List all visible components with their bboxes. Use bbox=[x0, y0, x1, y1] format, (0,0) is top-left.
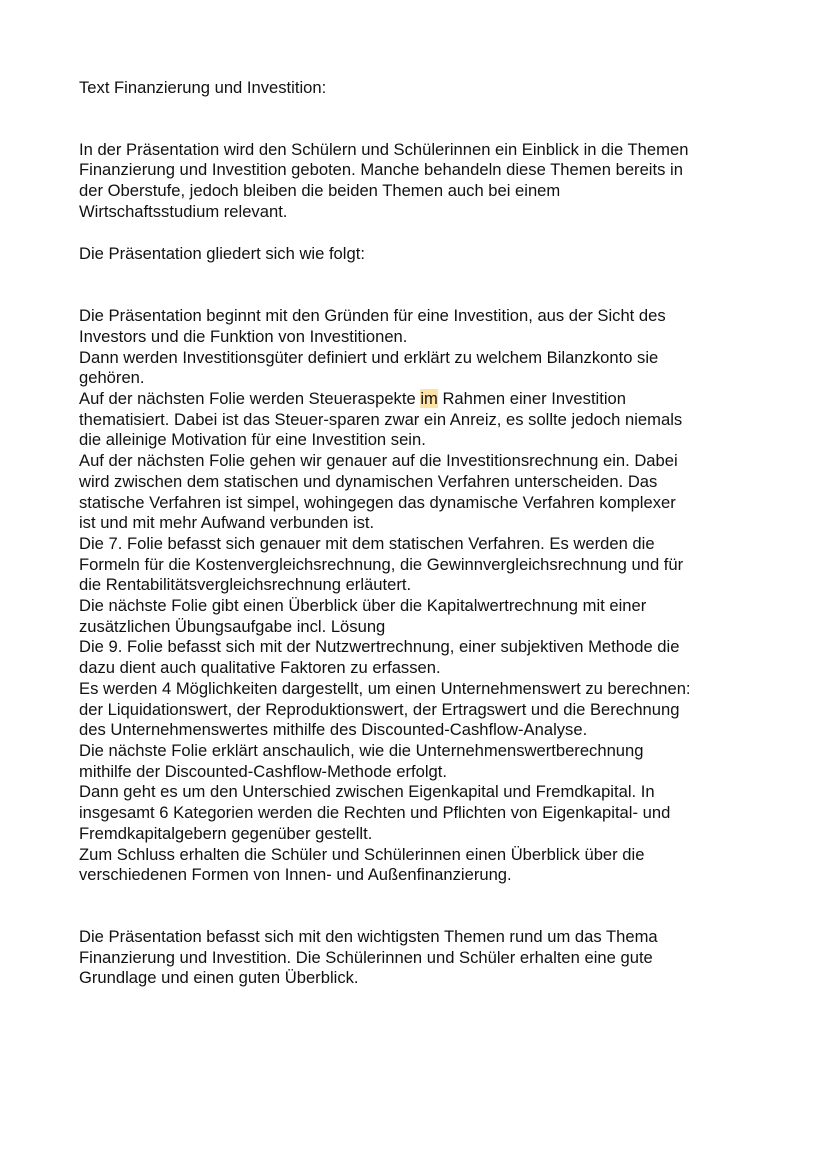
conclusion-paragraph: Die Präsentation befasst sich mit den wichtigsten Themen rund um das Thema Finanzierung und Investition. Die Schülerinnen und Schüler erhalten eine gute Grundlage und einen guten Überblick. bbox=[79, 926, 658, 988]
highlighted-word: im bbox=[420, 389, 438, 409]
outline-paragraph-3-end: Rahmen einer Investition thematisiert. Dabei ist das Steuer-sparen zwar ein Anreiz, es sollte jedoch niemals die alleinige Motivation für eine Investition sein. bbox=[79, 389, 683, 450]
document-body bbox=[79, 78, 759, 989]
outline-paragraph-8: Es werden 4 Möglichkeiten dargestellt, um einen Unternehmenswert zu berechnen: der Liquidationswert, der Reproduktionswert, der Ertragswert und die Berechnung des Unternehmenswertes mithilfe des Discounted-Cashflow-Analyse. bbox=[79, 678, 691, 740]
outline-paragraph-4: Auf der nächsten Folie gehen wir genauer auf die Investitionsrechnung ein. Dabei wird zwischen dem statischen und dynamischen Verfahren unterscheiden. Das statische Verfahren ist simpel, wohingegen das dynamische Verfahren komplexer ist und mit mehr Aufwand verbunden ist. bbox=[79, 451, 678, 533]
outline-paragraph-3-start: Auf der nächsten Folie werden Steueraspekte bbox=[79, 389, 421, 409]
outline-paragraph-1: Die Präsentation beginnt mit den Gründen für eine Investition, aus der Sicht des Investors und die Funktion von Investitionen. bbox=[79, 306, 666, 346]
outline-paragraph-5: Die 7. Folie befasst sich genauer mit dem statischen Verfahren. Es werden die Formeln für die Kostenvergleichsrechnung, die Gewinnvergleichsrechnung und für die Rentabilitätsvergleichsrechnung erläutert. bbox=[79, 533, 684, 595]
spacer bbox=[79, 264, 759, 306]
outline-paragraph-2: Dann werden Investitionsgüter definiert und erklärt zu welchem Bilanzkonto sie gehören. bbox=[79, 347, 659, 388]
spacer bbox=[79, 886, 759, 927]
spacer bbox=[79, 223, 759, 244]
outline-paragraph-11: Zum Schluss erhalten die Schüler und Schülerinnen einen Überblick über die verschiedenen Formen von Innen- und Außenfinanzierung. bbox=[79, 844, 645, 885]
document-title: Text Finanzierung und Investition: bbox=[79, 78, 327, 97]
outline-paragraph-6: Die nächste Folie gibt einen Überblick über die Kapitalwertrechnung mit einer zusätzlichen Übungsaufgabe incl. Lösung bbox=[79, 596, 647, 636]
outline-paragraph-9: Die nächste Folie erklärt anschaulich, wie die Unternehmenswertberechnung mithilfe der Discounted-Cashflow-Methode erfolgt. bbox=[79, 740, 644, 781]
outline-paragraph-10: Dann geht es um den Unterschied zwischen Eigenkapital und Fremdkapital. In insgesamt 6 Kategorien werden die Rechten und Pflichten von Eigenkapital- und Fremdkapitalgebern gegenüber gestellt. bbox=[79, 782, 671, 843]
spacer bbox=[79, 99, 759, 140]
structure-intro: Die Präsentation gliedert sich wie folgt: bbox=[79, 243, 365, 263]
outline-paragraph-3 bbox=[79, 389, 759, 451]
outline-paragraph-7: Die 9. Folie befasst sich mit der Nutzwertrechnung, einer subjektiven Methode die dazu dient auch qualitative Faktoren zu erfassen. bbox=[79, 637, 680, 678]
intro-paragraph: In der Präsentation wird den Schülern und Schülerinnen ein Einblick in die Themen Finanzierung und Investition geboten. Manche behandeln diese Themen bereits in der Oberstufe, jedoch bleiben die beiden Themen auch bei einem Wirtschaftsstudium relevant. bbox=[79, 139, 689, 221]
